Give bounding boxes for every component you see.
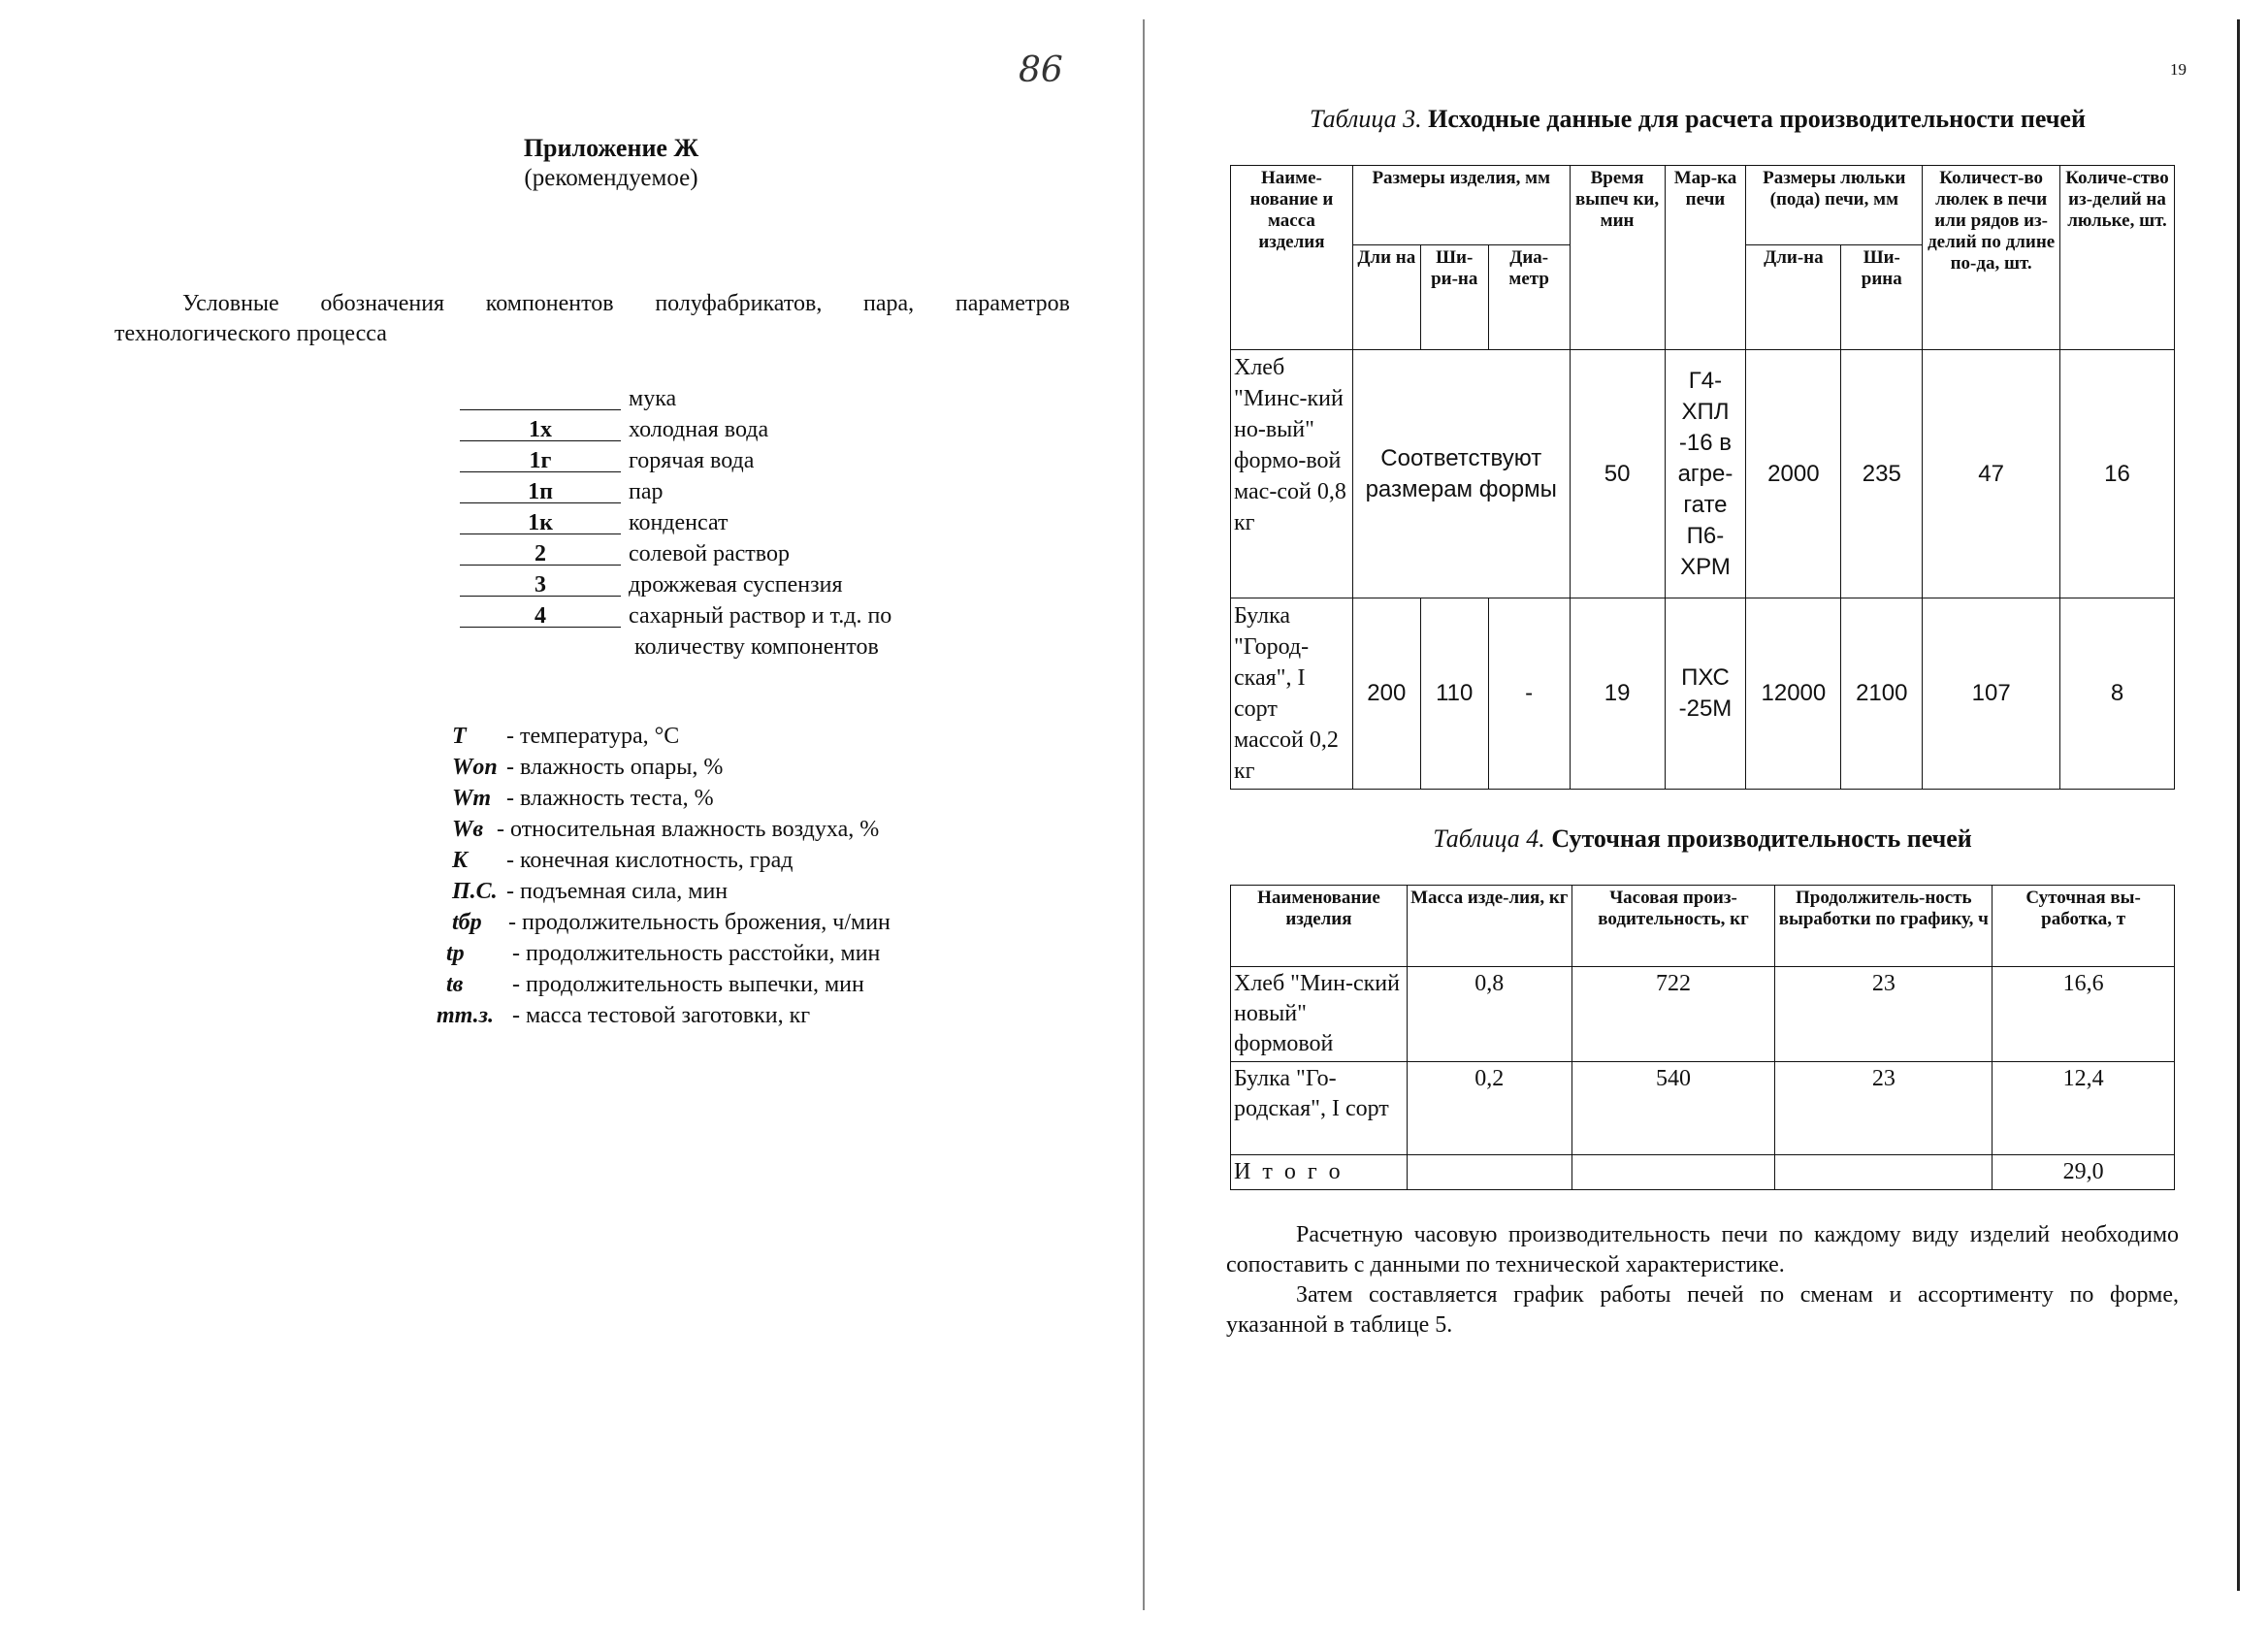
legend-label: мука [629,386,677,411]
table4-caption-prefix: Таблица 4. [1433,824,1545,853]
symbol: T [452,724,467,749]
th-cradle-count: Количест-во люлек в печи или рядов из-делий по длине по-да, шт. [1923,166,2060,350]
symbol: mт.з. [437,1003,494,1028]
legend-line [460,409,621,410]
legend-code: 4 [535,603,546,629]
table3-caption [1213,105,2183,134]
symbol-description: - конечная кислотность, град [506,848,794,873]
cell-mass: 0,8 [1407,967,1571,1062]
th-name: Наиме-нование и масса изделия [1231,166,1353,350]
symbol: П.С. [452,879,498,904]
th-bake-time: Время выпеч ки, мин [1570,166,1665,350]
cell-mass: 0,2 [1407,1062,1571,1155]
th-name: Наименование изделия [1231,886,1408,967]
cell-daily: 12,4 [1993,1062,2175,1155]
symbol: tв [446,972,464,997]
symbol-description: - продолжительность расстойки, мин [512,941,881,966]
cell-name: Хлеб "Мин-ский новый" формовой [1231,967,1408,1062]
table-row [1231,967,2175,1062]
cell-oven-brand: ПХС -25М [1665,598,1746,790]
legend-label: солевой раствор [629,541,790,566]
legend-code: 1п [528,479,553,504]
th-daily: Суточная вы-работка, т [1993,886,2175,967]
cell-cradle-length: 2000 [1746,350,1841,598]
symbol-description: - продолжительность брожения, ч/мин [508,910,891,935]
intro-paragraph: Условные обозначения компонентов полуфабрикатов, пара, параметров технологического процесса [114,291,1070,346]
table-row [1231,350,2175,598]
cell-cradle-width: 2100 [1841,598,1923,790]
cell-duration: 23 [1775,1062,1993,1155]
legend-code: 1г [529,448,552,473]
legend-code: 1х [529,417,552,442]
cell-cradle-count: 107 [1923,598,2060,790]
appendix-title: Приложение Ж [523,134,699,162]
cell-cradle-width: 235 [1841,350,1923,598]
th-cradle-width: Ши-рина [1841,245,1923,350]
th-oven-brand: Мар-ка печи [1665,166,1746,350]
table-row [1231,1062,2175,1155]
cell-empty [1407,1155,1571,1190]
symbol: K [452,848,469,873]
cell-total-label: И т о г о [1231,1155,1408,1190]
cell-hourly: 722 [1571,967,1775,1062]
table3 [1230,165,2175,790]
th-cradle-length: Дли-на [1746,245,1841,350]
cell-width: 110 [1420,598,1488,790]
cell-duration: 23 [1775,967,1993,1062]
cell-oven-brand: Г4-ХПЛ -16 в агре-гате П6-ХРМ [1665,350,1746,598]
legend-code: 3 [535,572,546,598]
cell-items-per-cradle: 16 [2060,350,2175,598]
cell-cradle-count: 47 [1923,350,2060,598]
symbol-description: - влажность опары, % [506,755,724,780]
th-sizes: Размеры изделия, мм [1352,166,1570,245]
table3-caption-text: Исходные данные для расчета производительности печей [1428,105,2086,133]
table3-caption-prefix: Таблица 3. [1310,105,1422,133]
th-hourly: Часовая произ-водительность, кг [1571,886,1775,967]
page-fold [1143,19,1145,1610]
legend-code: 2 [535,541,546,566]
cell-items-per-cradle: 8 [2060,598,2175,790]
th-length: Дли на [1352,245,1420,350]
cell-sizes-merged: Соответствуют размерам формы [1352,350,1570,598]
symbol-description: - продолжительность выпечки, мин [512,972,864,997]
symbol: Wоп [452,755,498,780]
th-items-per-cradle: Количе-ство из-делий на люльке, шт. [2060,166,2175,350]
cell-total-value: 29,0 [1993,1155,2175,1190]
cell-length: 200 [1352,598,1420,790]
page-number: 19 [2170,60,2187,79]
table4 [1230,885,2175,1190]
cell-empty [1775,1155,1993,1190]
symbol-description: - подъемная сила, мин [506,879,729,904]
legend-label: дрожжевая суспензия [629,572,843,598]
cell-cradle-length: 12000 [1746,598,1841,790]
th-width: Ши-ри-на [1420,245,1488,350]
cell-empty [1571,1155,1775,1190]
symbol-description: - температура, °C [506,724,680,749]
table4-caption-text: Суточная производительность печей [1551,824,1972,853]
handwritten-page-number: 86 [1019,50,1063,90]
legend-label: холодная вода [629,417,769,442]
page-edge [2237,19,2240,1591]
paragraph-2: Затем составляется график работы печей по сменам и ассортименту по форме, указанной в таблице 5. [1226,1282,2179,1338]
legend-label: пар [629,479,664,504]
cell-diameter: - [1488,598,1570,790]
total-row [1231,1155,2175,1190]
th-duration: Продолжитель-ность выработки по графику, ч [1775,886,1993,967]
legend-label: горячая вода [629,448,755,473]
symbol: Wт [452,786,492,811]
symbol: tр [446,941,465,966]
legend-label: сахарный раствор и т.д. по [629,603,892,629]
symbol-description: - относительная влажность воздуха, % [497,817,880,842]
appendix-subtitle: (рекомендуемое) [524,165,698,191]
th-cradle: Размеры люльки (пода) печи, мм [1746,166,1923,245]
cell-hourly: 540 [1571,1062,1775,1155]
cell-name: Хлеб "Минс-кий но-вый" формо-вой мас-сой 0,8 кг [1231,350,1353,598]
symbol-description: - влажность теста, % [506,786,714,811]
symbol-description: - масса тестовой заготовки, кг [512,1003,811,1028]
cell-name: Булка "Го-родская", I сорт [1231,1062,1408,1155]
table-row [1231,598,2175,790]
symbol: Wв [452,817,484,842]
th-diameter: Диа-метр [1488,245,1570,350]
cell-name: Булка "Город-ская", I сорт массой 0,2 кг [1231,598,1353,790]
legend-code: 1к [528,510,553,535]
legend-label: конденсат [629,510,729,535]
legend-label: количеству компонентов [634,634,879,660]
cell-bake-time: 50 [1570,350,1665,598]
cell-daily: 16,6 [1993,967,2175,1062]
th-mass: Масса изде-лия, кг [1407,886,1571,967]
paragraph-1: Расчетную часовую производительность печи по каждому виду изделий необходимо сопоставить с данными по технической характеристике. [1226,1222,2179,1277]
table4-caption [1230,824,2175,854]
symbol: tбр [452,910,482,935]
cell-bake-time: 19 [1570,598,1665,790]
